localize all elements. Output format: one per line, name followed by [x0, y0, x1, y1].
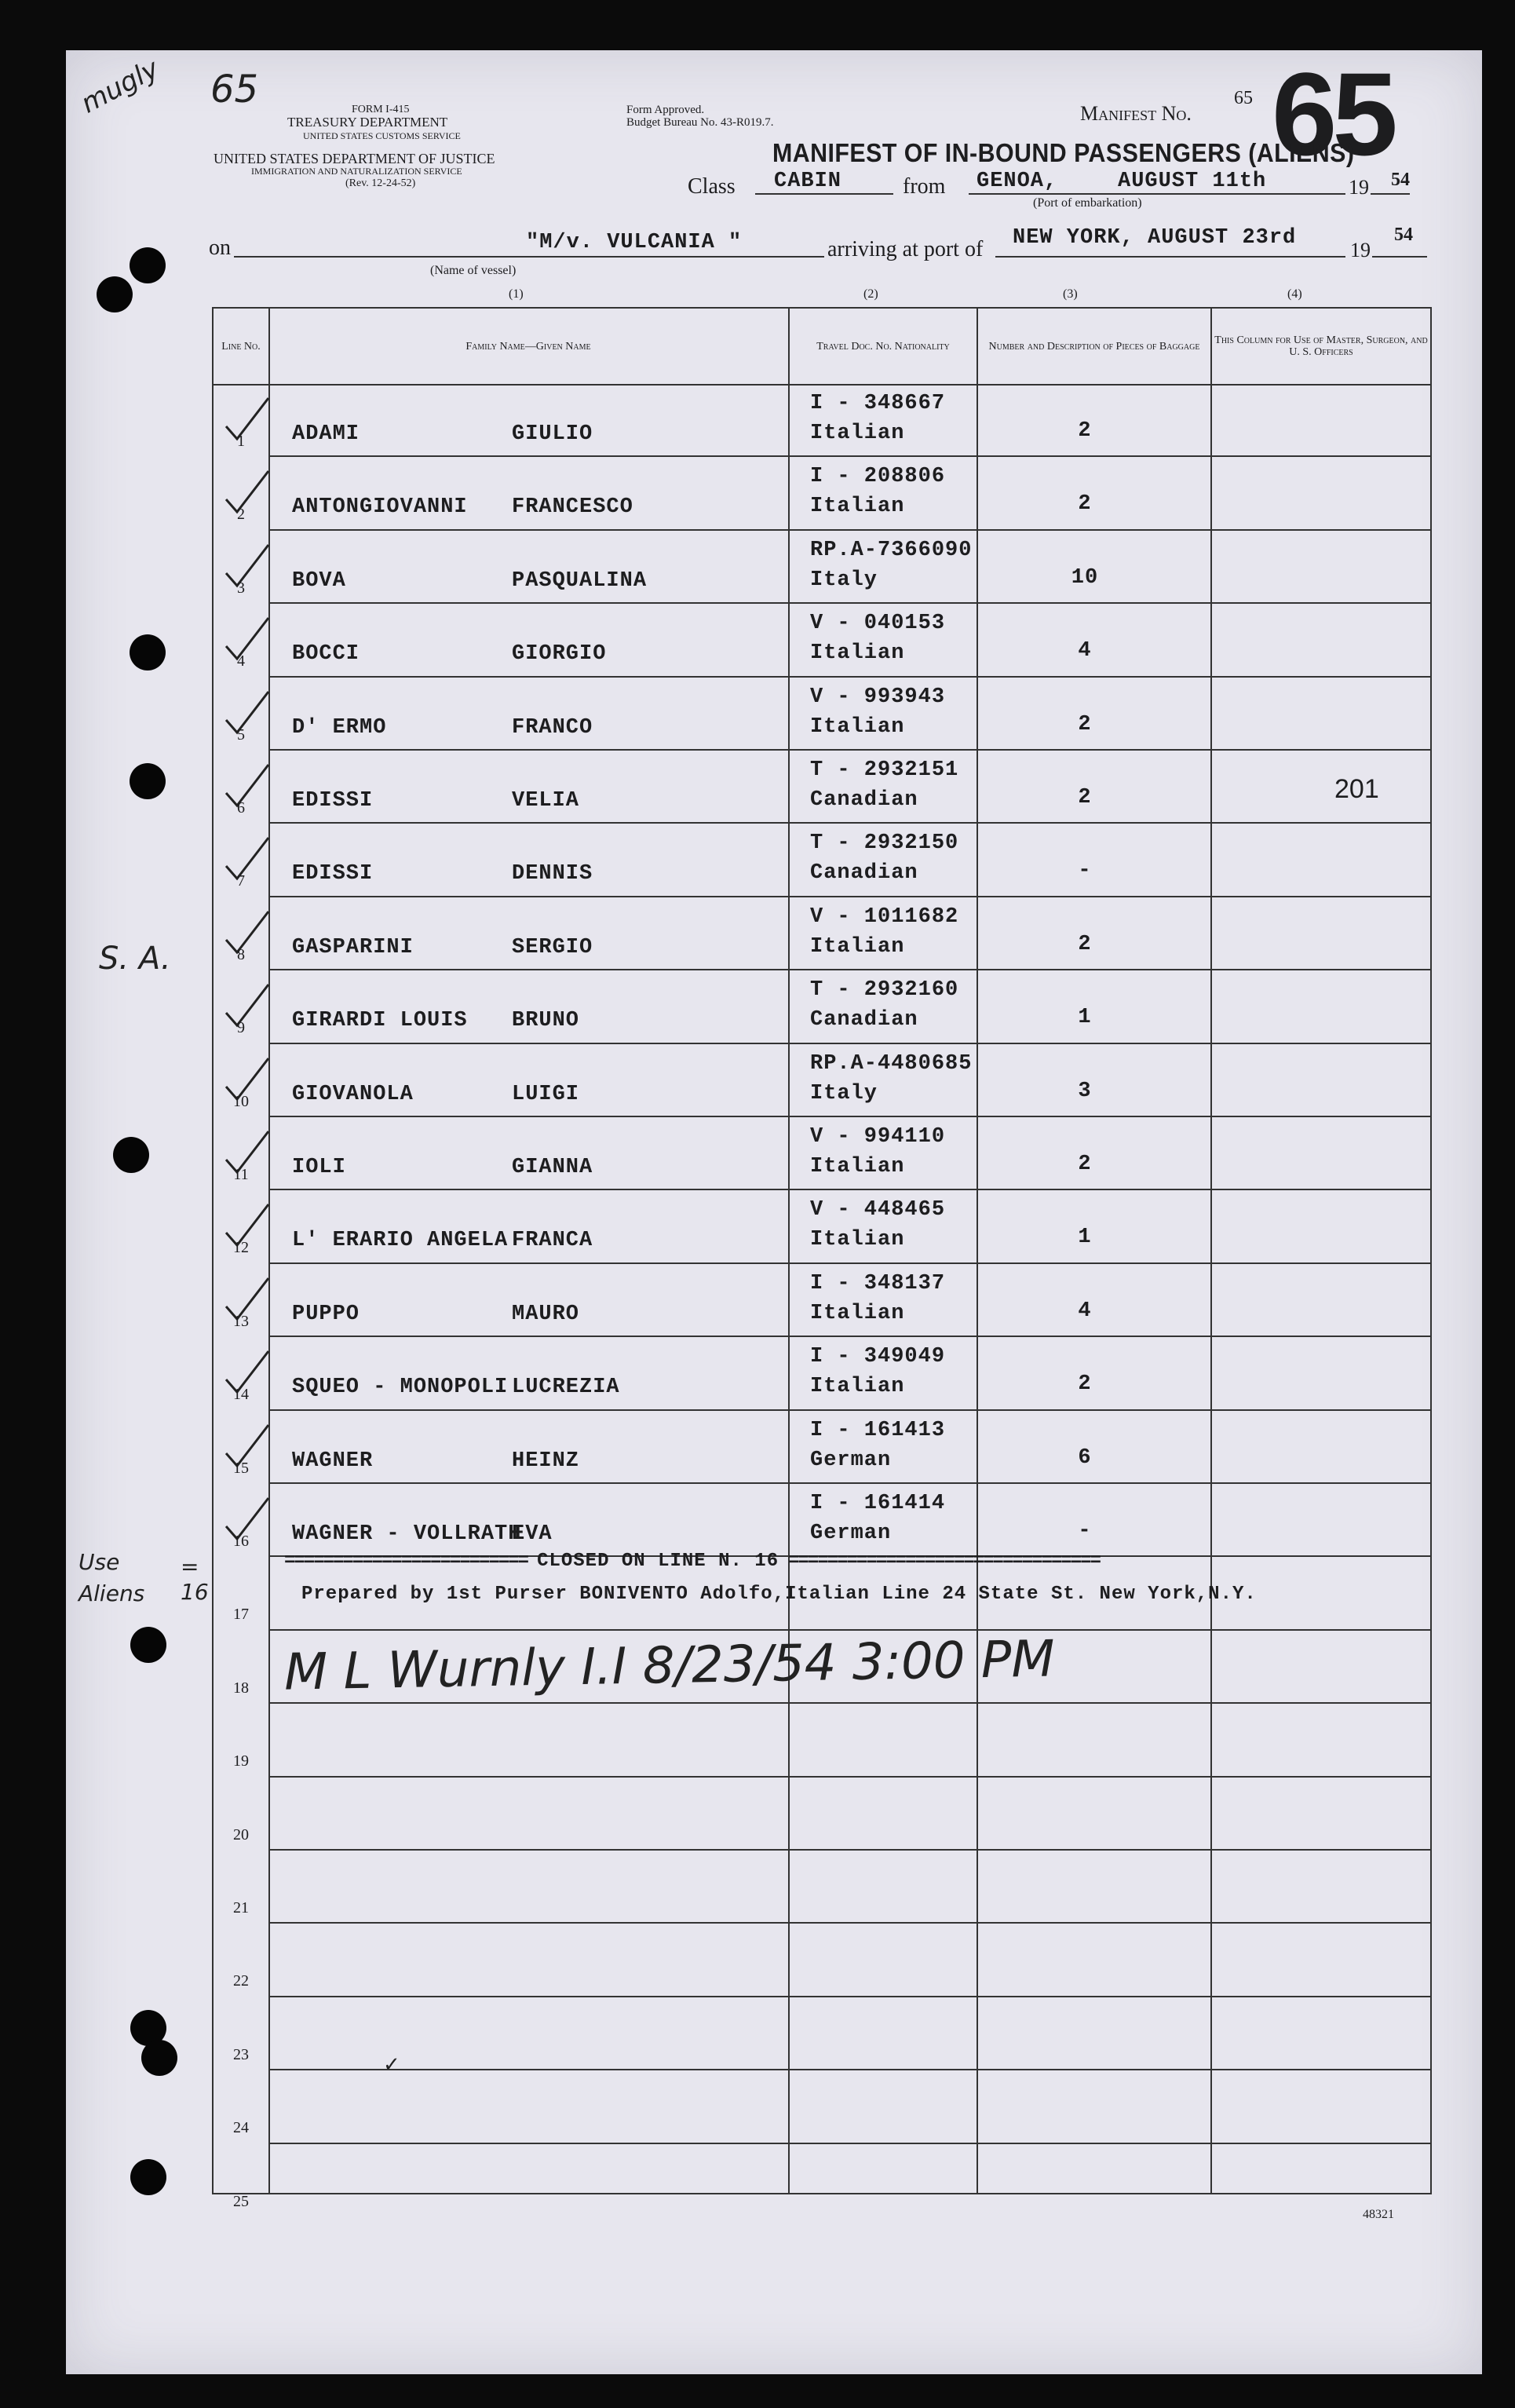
nationality: Italy — [810, 568, 878, 592]
table-row — [214, 457, 1430, 530]
given-name: MAURO — [512, 1302, 580, 1326]
from-label: from — [903, 174, 946, 199]
travel-doc-number: V - 040153 — [810, 612, 946, 636]
margin-note-use-aliens: Use Aliens — [78, 1549, 145, 1606]
manifest-number-stamp: 65 — [1272, 48, 1393, 180]
embark-date: AUGUST 11th — [1118, 170, 1267, 193]
nationality: Italian — [810, 714, 905, 739]
family-name: IOLI — [292, 1156, 346, 1179]
customs-service: UNITED STATES CUSTOMS SERVICE — [303, 130, 461, 141]
year-prefix-1: 19 — [1349, 176, 1369, 199]
line-number: 4 — [237, 652, 245, 671]
nationality: Italy — [810, 1081, 878, 1105]
column-number-3: (3) — [1063, 287, 1078, 301]
column-number-4: (4) — [1287, 287, 1302, 301]
given-name: FRANCO — [512, 715, 593, 740]
baggage-count: 2 — [1078, 1372, 1092, 1397]
baggage-count: 2 — [1078, 786, 1092, 809]
travel-doc — [810, 1269, 945, 1328]
baggage-count: 2 — [1078, 712, 1092, 736]
arrival-port-date: NEW YORK, AUGUST 23rd — [1013, 226, 1297, 250]
officer-note: 201 — [1334, 774, 1379, 804]
ins-service: IMMIGRATION AND NATURALIZATION SERVICE — [251, 166, 462, 177]
header-travel-doc: Travel Doc. No. Nationality — [816, 340, 950, 353]
closed-text: CLOSED ON LINE N. 16 — [537, 1551, 779, 1572]
punch-hole — [130, 634, 166, 671]
officer-signature: M L Wurnly I.I 8/23/54 3:00 PM — [283, 1630, 1056, 1702]
budget-bureau: Budget Bureau No. 43-R019.7. — [626, 116, 774, 129]
line-number: 5 — [237, 725, 245, 744]
year-1: 54 — [1391, 170, 1410, 190]
year-prefix-2: 19 — [1350, 239, 1371, 261]
class-value: CABIN — [774, 170, 842, 193]
travel-doc-number: T - 2932160 — [810, 978, 959, 1003]
header-line-no: Line No. — [221, 340, 261, 353]
given-name: FRANCESCO — [512, 495, 633, 520]
line-number: 25 — [233, 2192, 249, 2210]
nationality: Canadian — [810, 861, 918, 886]
line-number: 7 — [237, 872, 245, 890]
punch-hole — [130, 247, 166, 283]
manifest-number-small: 65 — [1234, 88, 1253, 108]
baggage-count: 2 — [1078, 492, 1092, 517]
line-number: 14 — [233, 1386, 249, 1404]
travel-doc — [810, 682, 945, 742]
revision: (Rev. 12-24-52) — [345, 177, 416, 189]
family-name: BOVA — [292, 568, 346, 593]
travel-doc — [810, 1195, 945, 1255]
closed-on-line: ========================= CLOSED ON LINE N. 16 ================================ — [284, 1551, 1100, 1572]
footer-code: 48321 — [1363, 2208, 1394, 2221]
family-name: SQUEO - MONOPOLI — [292, 1376, 509, 1400]
line-number: 15 — [233, 1459, 249, 1477]
table-row — [214, 897, 1430, 970]
manifest-label: Manifest No. — [1080, 102, 1192, 125]
table-row-empty — [214, 1778, 1430, 1851]
family-name: ANTONGIOVANNI — [292, 495, 468, 520]
family-name: PUPPO — [292, 1302, 360, 1326]
punch-hole — [130, 2159, 166, 2195]
line-number: 18 — [233, 1679, 249, 1697]
manifest-title: MANIFEST OF IN-BOUND PASSENGERS (ALIENS) — [772, 138, 1355, 167]
nationality: Canadian — [810, 1008, 918, 1032]
arriving-label: arriving at port of — [827, 237, 984, 261]
line-number: 24 — [233, 2119, 249, 2137]
line-number: 21 — [233, 1899, 249, 1917]
line-number: 6 — [237, 799, 245, 817]
nationality: Italian — [810, 1301, 905, 1325]
handwritten-scribble: mugly — [75, 53, 165, 120]
form-number: FORM I-415 — [352, 104, 410, 115]
given-name: GIANNA — [512, 1156, 593, 1179]
given-name: HEINZ — [512, 1449, 580, 1473]
travel-doc — [810, 1416, 945, 1475]
punch-hole — [97, 276, 133, 312]
header-officers: This Column for Use of Master, Surgeon, and U. S. Officers — [1214, 334, 1428, 358]
given-name: LUCREZIA — [512, 1376, 620, 1400]
travel-doc-number: RP.A-7366090 — [810, 538, 973, 562]
baggage-count: 2 — [1078, 419, 1092, 443]
header-baggage: Number and Description of Pieces of Baggage — [988, 340, 1200, 353]
line-number: 9 — [237, 1019, 245, 1037]
travel-doc-number: T - 2932151 — [810, 758, 959, 782]
line-number: 12 — [233, 1239, 249, 1257]
given-name: GIORGIO — [512, 642, 607, 667]
given-name: PASQUALINA — [512, 568, 648, 593]
family-name: WAGNER - VOLLRATH — [292, 1522, 522, 1546]
table-row — [214, 678, 1430, 751]
vessel-caption: (Name of vessel) — [430, 264, 517, 277]
treasury-department: TREASURY DEPARTMENT — [287, 115, 448, 130]
table-row — [214, 1337, 1430, 1410]
baggage-count: 1 — [1078, 1006, 1092, 1030]
travel-doc — [810, 608, 945, 668]
travel-doc-number: V - 1011682 — [810, 904, 959, 929]
nationality: German — [810, 1448, 892, 1472]
baggage-count: - — [1078, 859, 1092, 883]
form-approved: Form Approved. — [626, 104, 705, 116]
prepared-by: Prepared by 1st Purser BONIVENTO Adolfo,Italian Line 24 State St. New York,N.Y. — [301, 1584, 1257, 1605]
family-name: GASPARINI — [292, 935, 414, 959]
baggage-count: 3 — [1078, 1079, 1092, 1103]
line-number: 8 — [237, 945, 245, 963]
margin-note-sa: S. A. — [99, 941, 171, 977]
table-row-empty — [214, 1924, 1430, 1997]
table-row — [214, 970, 1430, 1043]
travel-doc-number: I - 208806 — [810, 465, 946, 489]
travel-doc-number: RP.A-4480685 — [810, 1051, 973, 1076]
given-name: GIULIO — [512, 422, 593, 446]
baggage-count: 1 — [1078, 1226, 1092, 1250]
given-name: BRUNO — [512, 1009, 580, 1033]
table-row-empty — [214, 1704, 1430, 1777]
year-2: 54 — [1394, 225, 1413, 245]
travel-doc-number: V - 993943 — [810, 685, 946, 709]
line-number: 17 — [233, 1606, 249, 1624]
justice-department: UNITED STATES DEPARTMENT OF JUSTICE — [214, 151, 495, 166]
check-mark-23: ✓ — [383, 2053, 400, 2077]
travel-doc-number: I - 161414 — [810, 1492, 946, 1515]
margin-note-eq16: = 16 — [181, 1554, 209, 1605]
on-label: on — [209, 236, 231, 260]
line-number: 3 — [237, 579, 245, 597]
baggage-count: 4 — [1078, 639, 1092, 663]
header-name: Family Name—Given Name — [465, 340, 591, 353]
vessel-name: "M/v. VULCANIA " — [526, 231, 743, 254]
nationality: Italian — [810, 422, 905, 445]
given-name: DENNIS — [512, 862, 593, 886]
travel-doc — [810, 462, 945, 521]
baggage-count: - — [1078, 1519, 1092, 1543]
nationality: Canadian — [810, 788, 918, 812]
family-name: ADAMI — [292, 422, 360, 446]
passenger-table — [212, 307, 1432, 2210]
baggage-count: 10 — [1071, 565, 1099, 590]
family-name: GIRARDI LOUIS — [292, 1009, 468, 1033]
line-number: 10 — [233, 1092, 249, 1110]
travel-doc-number: I - 349049 — [810, 1345, 946, 1369]
line-number: 20 — [233, 1825, 249, 1843]
port-caption: (Port of embarkation) — [1033, 196, 1142, 210]
travel-doc-number: V - 448465 — [810, 1198, 946, 1222]
given-name: FRANCA — [512, 1229, 593, 1253]
given-name: VELIA — [512, 789, 580, 813]
line-number: 1 — [237, 433, 245, 450]
line-number: 22 — [233, 1972, 249, 1990]
travel-doc — [810, 975, 958, 1035]
travel-doc-number: V - 994110 — [810, 1125, 946, 1149]
embark-port: GENOA, — [977, 170, 1058, 193]
family-name: D' ERMO — [292, 715, 387, 740]
nationality: Italian — [810, 934, 905, 959]
travel-doc — [810, 828, 958, 888]
baggage-count: 6 — [1078, 1445, 1092, 1470]
travel-doc — [810, 535, 972, 595]
travel-doc — [810, 1049, 972, 1109]
travel-doc — [810, 902, 958, 962]
travel-doc — [810, 389, 945, 448]
table-row-empty — [214, 2144, 1430, 2217]
travel-doc-number: T - 2932150 — [810, 831, 959, 856]
travel-doc-number: I - 348137 — [810, 1271, 946, 1295]
handwritten-manifest-number: 65 — [210, 68, 259, 111]
family-name: EDISSI — [292, 789, 374, 813]
column-number-2: (2) — [863, 287, 878, 301]
line-number: 11 — [233, 1166, 249, 1183]
nationality: Italian — [810, 1155, 905, 1178]
table-row-empty — [214, 2070, 1430, 2143]
table-row — [214, 1044, 1430, 1117]
family-name: L' ERARIO ANGELA — [292, 1229, 509, 1253]
line-number: 13 — [233, 1312, 249, 1330]
punch-hole — [141, 2040, 177, 2076]
punch-hole — [113, 1137, 149, 1173]
travel-doc — [810, 755, 958, 815]
column-number-1: (1) — [509, 287, 524, 301]
baggage-count: 2 — [1078, 1153, 1092, 1176]
given-name: LUIGI — [512, 1082, 580, 1106]
travel-doc — [810, 1342, 945, 1401]
table-row — [214, 1264, 1430, 1337]
family-name: EDISSI — [292, 862, 374, 886]
table-row-empty — [214, 1851, 1430, 1924]
travel-doc — [810, 1122, 945, 1182]
table-row — [214, 1411, 1430, 1484]
punch-hole — [130, 1627, 166, 1663]
nationality: German — [810, 1522, 892, 1545]
line-number: 16 — [233, 1533, 249, 1550]
line-number: 2 — [237, 506, 245, 524]
table-row — [214, 751, 1430, 824]
table-row — [214, 824, 1430, 897]
baggage-count: 2 — [1078, 932, 1092, 956]
travel-doc-number: I - 161413 — [810, 1418, 946, 1442]
nationality: Italian — [810, 1375, 905, 1399]
table-row — [214, 384, 1430, 457]
table-row — [214, 1484, 1430, 1557]
line-number: 19 — [233, 1752, 249, 1770]
family-name: GIOVANOLA — [292, 1082, 414, 1106]
family-name: BOCCI — [292, 642, 360, 667]
nationality: Italian — [810, 495, 905, 519]
family-name: WAGNER — [292, 1449, 374, 1473]
class-label: Class — [688, 174, 736, 199]
table-row — [214, 531, 1430, 604]
given-name: EVA — [512, 1522, 553, 1546]
travel-doc-number: I - 348667 — [810, 392, 946, 415]
nationality: Italian — [810, 641, 905, 666]
given-name: SERGIO — [512, 935, 593, 959]
table-row — [214, 1190, 1430, 1263]
baggage-count: 4 — [1078, 1299, 1092, 1323]
travel-doc — [810, 1489, 945, 1548]
table-row — [214, 1117, 1430, 1190]
nationality: Italian — [810, 1228, 905, 1252]
table-row — [214, 604, 1430, 677]
line-number: 23 — [233, 2045, 249, 2063]
punch-hole — [130, 763, 166, 799]
